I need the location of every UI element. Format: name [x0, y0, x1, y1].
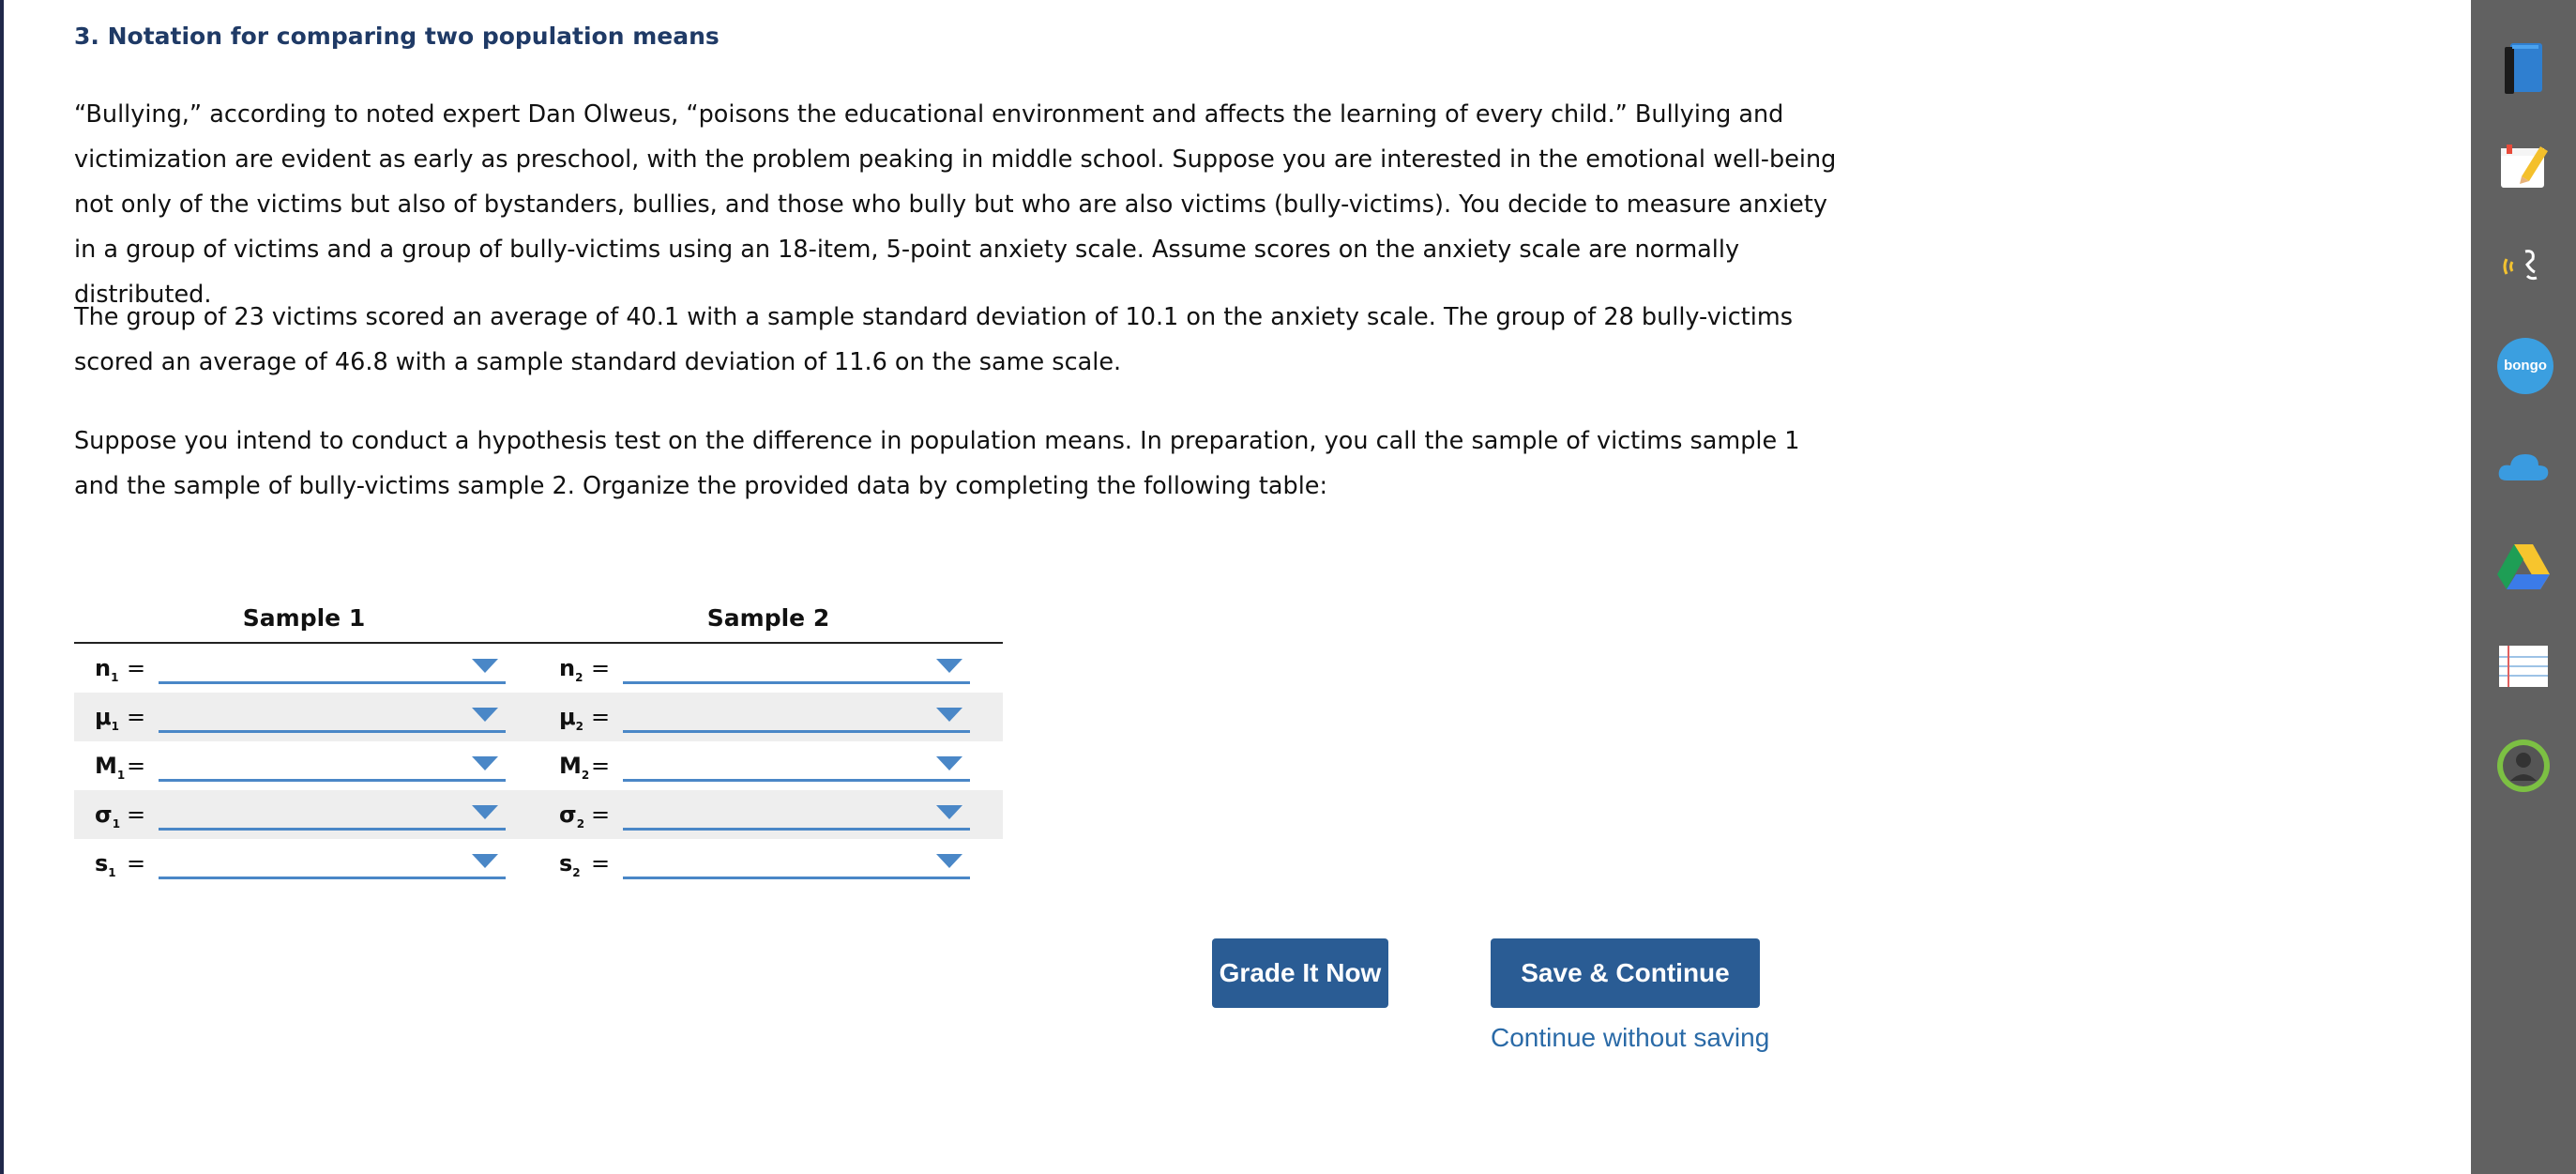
header-sample-2: Sample 2: [706, 604, 830, 632]
equals-sign: =: [127, 801, 146, 828]
equals-sign: =: [127, 850, 146, 877]
symbol-label: $s_2$: [559, 850, 581, 879]
continue-without-saving-link[interactable]: Continue without saving: [1491, 1023, 1770, 1052]
table-row: [74, 741, 1003, 790]
sample-2-cell: [538, 839, 1003, 888]
dropdown-arrow-icon[interactable]: [936, 708, 962, 722]
question-title: 3. Notation for comparing two population means: [74, 23, 720, 50]
question-paragraph-3: Suppose you intend to conduct a hypothesis test on the difference in population means. In preparation, you call the sample of victims sample 1 and the sample of bully-victims sample 2. Organize the provided data by completing the following table:: [74, 427, 1800, 500]
grade-it-now-button[interactable]: Grade It Now: [1212, 938, 1388, 1008]
save-and-continue-button[interactable]: Save & Continue: [1491, 938, 1760, 1008]
table-row: [74, 790, 1003, 839]
equals-sign: =: [591, 850, 611, 877]
symbol-label: $\sigma_1$: [95, 801, 121, 831]
equals-sign: =: [127, 704, 146, 730]
s1-dropdown[interactable]: [159, 845, 506, 879]
cloud-icon[interactable]: [2493, 437, 2553, 497]
sample-2-cell: [538, 790, 1003, 839]
dropdown-arrow-icon[interactable]: [472, 708, 498, 722]
dropdown-arrow-icon[interactable]: [472, 659, 498, 673]
mu1-dropdown[interactable]: [159, 698, 506, 733]
drive-icon[interactable]: [2493, 537, 2553, 597]
mu2-dropdown[interactable]: [623, 698, 970, 733]
symbol-label: $n_1$: [95, 655, 119, 684]
sample-2-cell: [538, 693, 1003, 741]
window-left-edge: [0, 0, 4, 1174]
notepad-icon[interactable]: [2493, 636, 2553, 696]
sample-1-cell: [74, 644, 538, 693]
sigma1-dropdown[interactable]: [159, 796, 506, 831]
symbol-label: $n_2$: [559, 655, 583, 684]
dropdown-arrow-icon[interactable]: [936, 805, 962, 819]
sample-table: [74, 601, 1003, 888]
book-icon[interactable]: [2493, 38, 2553, 98]
dropdown-arrow-icon[interactable]: [472, 756, 498, 770]
s2-dropdown[interactable]: [623, 845, 970, 879]
symbol-label: $M_1$: [95, 753, 126, 782]
sigma2-dropdown[interactable]: [623, 796, 970, 831]
equals-sign: =: [591, 801, 611, 828]
dropdown-arrow-icon[interactable]: [472, 805, 498, 819]
user-icon[interactable]: [2493, 736, 2553, 796]
question-paragraph-2: The group of 23 victims scored an average of 40.1 with a sample standard deviation of 10.1 on the anxiety scale. The group of 28 bully-victims scored an average of 46.8 with a sample standard deviation of 11.6 on the same scale.: [74, 303, 1793, 376]
symbol-label: $M_2$: [559, 753, 590, 782]
sample-2-cell: [538, 741, 1003, 790]
question-paragraph-1: “Bullying,” according to noted expert Dan Olweus, “poisons the educational environment and affects the learning of every child.” Bullying and victimization are evident as early as preschool, with the problem peaking in middle school. Suppose you are interested in the emotional well-being not only of the victims but also of bystanders, bullies, and those who bully but who are also victims (bully-victims). You decide to measure anxiety in a group of victims and a group of bully-victims using an 18-item, 5-point anxiety scale. Assume scores on the anxiety scale are normally distributed.: [74, 100, 1837, 309]
header-sample-1: Sample 1: [242, 604, 366, 632]
m1-dropdown[interactable]: [159, 747, 506, 782]
symbol-label: $\mu_2$: [559, 704, 584, 733]
n2-dropdown[interactable]: [623, 649, 970, 684]
table-row: [74, 693, 1003, 741]
sample-2-cell: [538, 644, 1003, 693]
sample-1-cell: [74, 839, 538, 888]
n1-dropdown[interactable]: [159, 649, 506, 684]
read-aloud-icon[interactable]: [2493, 236, 2553, 297]
equals-sign: =: [591, 655, 611, 681]
sample-1-cell: [74, 741, 538, 790]
tools-sidebar: [2471, 0, 2576, 1174]
dropdown-arrow-icon[interactable]: [936, 756, 962, 770]
dropdown-arrow-icon[interactable]: [936, 659, 962, 673]
table-header: [74, 601, 1003, 644]
symbol-label: $\sigma_2$: [559, 801, 585, 831]
equals-sign: =: [591, 753, 611, 779]
dropdown-arrow-icon[interactable]: [936, 854, 962, 868]
symbol-label: $s_1$: [95, 850, 116, 879]
notes-pencil-icon[interactable]: [2493, 137, 2553, 197]
equals-sign: =: [127, 655, 146, 681]
table-row: [74, 839, 1003, 888]
sample-1-cell: [74, 790, 538, 839]
symbol-label: $\mu_1$: [95, 704, 120, 733]
bongo-icon[interactable]: bongo: [2497, 338, 2553, 394]
m2-dropdown[interactable]: [623, 747, 970, 782]
table-row: [74, 644, 1003, 693]
equals-sign: =: [127, 753, 146, 779]
sample-1-cell: [74, 693, 538, 741]
dropdown-arrow-icon[interactable]: [472, 854, 498, 868]
equals-sign: =: [591, 704, 611, 730]
